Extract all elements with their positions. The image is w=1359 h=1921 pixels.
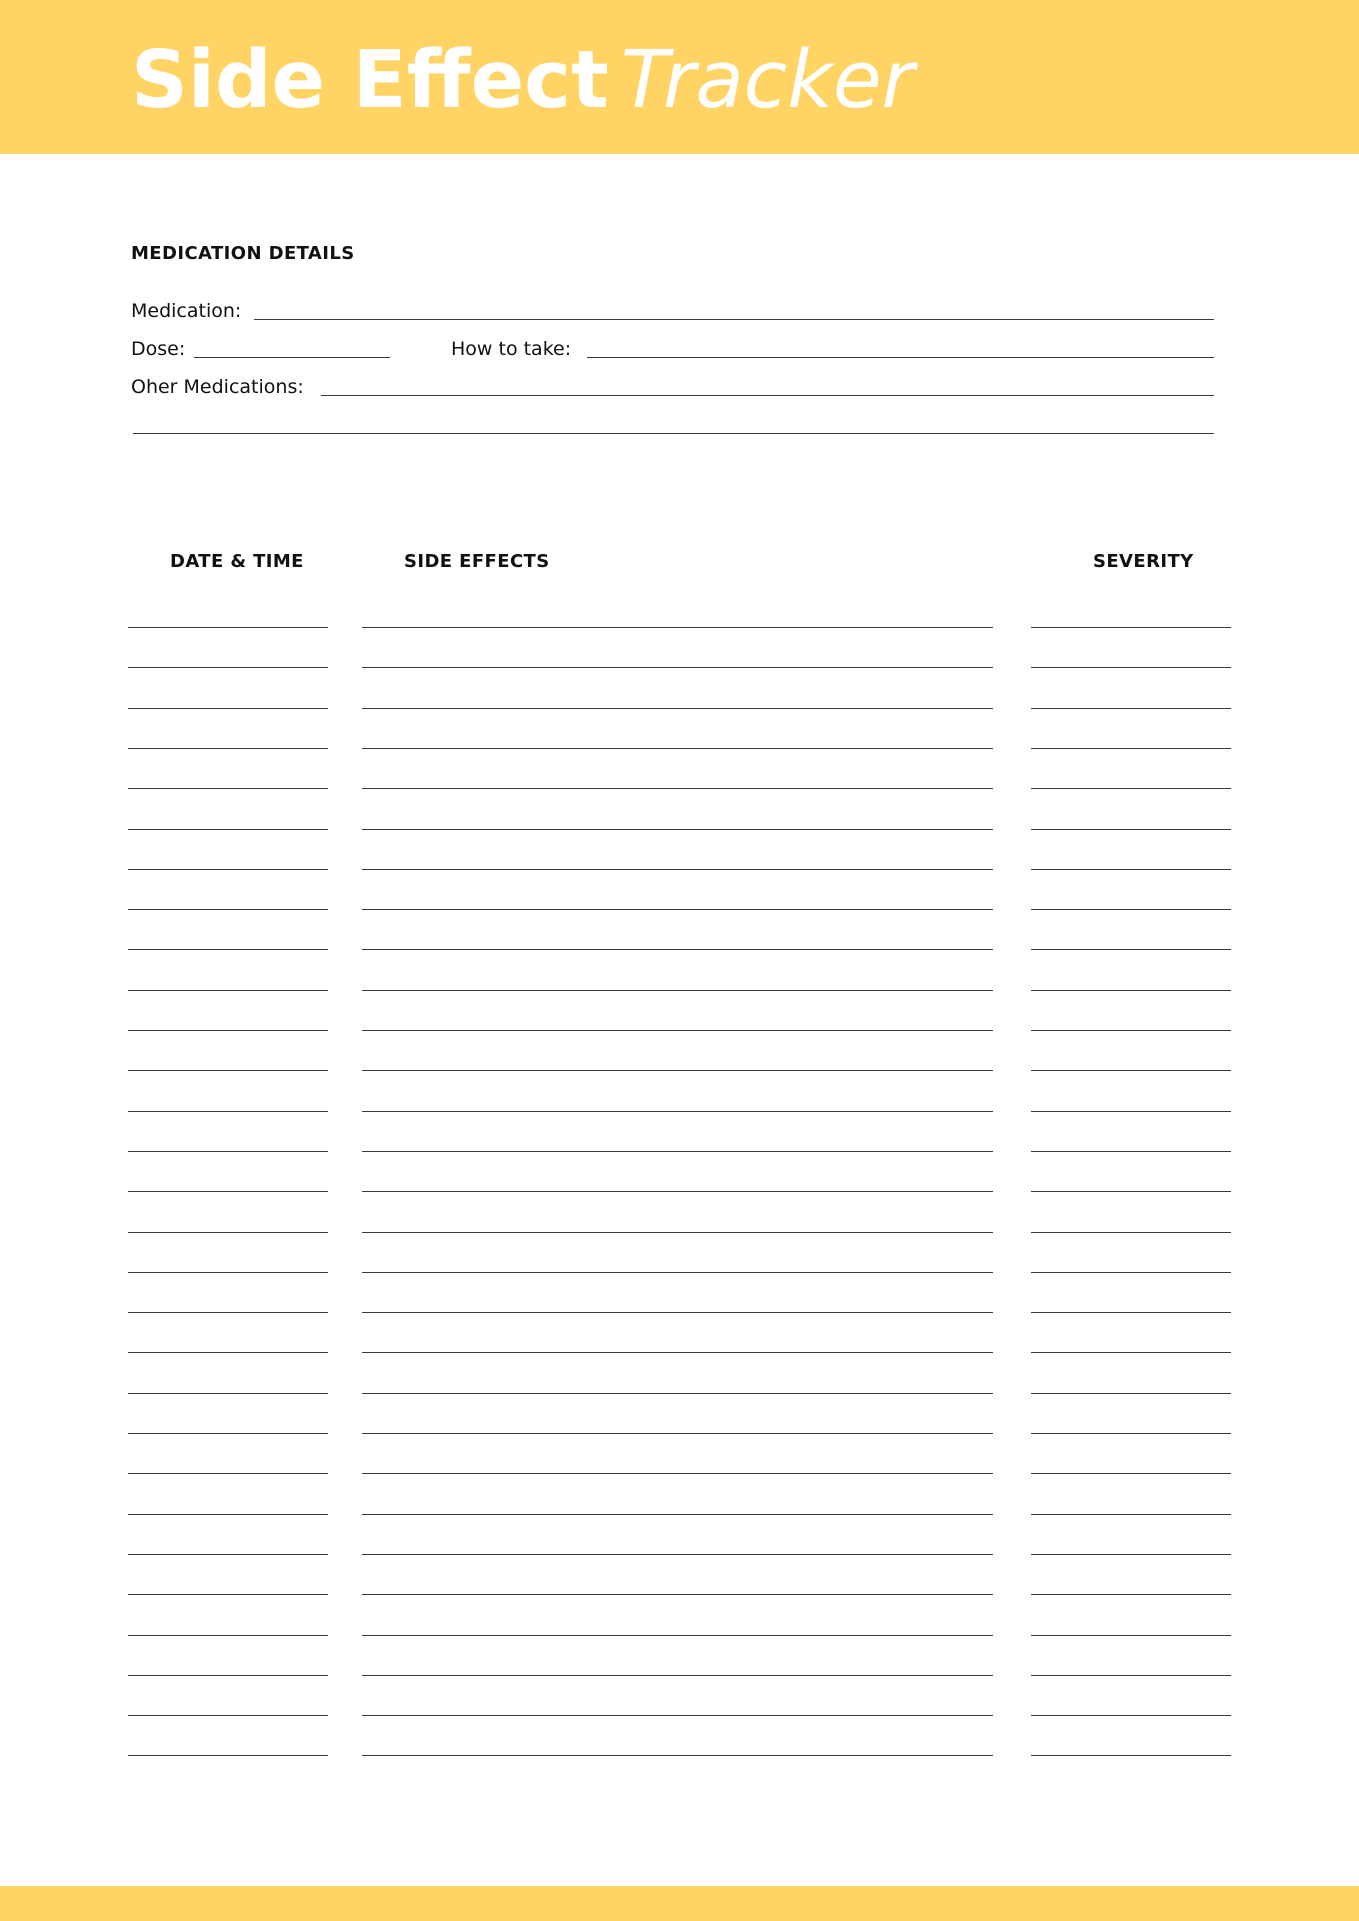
date-time-field[interactable] — [128, 695, 328, 709]
date-time-field[interactable] — [128, 1259, 328, 1273]
side-effects-field[interactable] — [362, 896, 993, 910]
dose-field[interactable] — [194, 344, 390, 358]
date-time-field[interactable] — [128, 1541, 328, 1555]
severity-field[interactable] — [1031, 1742, 1231, 1756]
severity-field[interactable] — [1031, 1622, 1231, 1636]
side-effects-field[interactable] — [362, 816, 993, 830]
title-bold-text: Side Effect — [131, 34, 609, 126]
side-effects-field[interactable] — [362, 1178, 993, 1192]
severity-field[interactable] — [1031, 1662, 1231, 1676]
dose-label: Dose: — [131, 338, 186, 360]
date-time-field[interactable] — [128, 1138, 328, 1152]
side-effects-field[interactable] — [362, 1299, 993, 1313]
side-effects-field[interactable] — [362, 1460, 993, 1474]
severity-field[interactable] — [1031, 1017, 1231, 1031]
date-time-field[interactable] — [128, 1219, 328, 1233]
date-time-field[interactable] — [128, 1501, 328, 1515]
severity-field[interactable] — [1031, 856, 1231, 870]
date-time-field[interactable] — [128, 1057, 328, 1071]
severity-field[interactable] — [1031, 1460, 1231, 1474]
other-medications-field[interactable] — [321, 382, 1214, 396]
severity-field[interactable] — [1031, 816, 1231, 830]
side-effects-field[interactable] — [362, 1541, 993, 1555]
date-time-field[interactable] — [128, 1622, 328, 1636]
side-effects-field[interactable] — [362, 614, 993, 628]
severity-field[interactable] — [1031, 614, 1231, 628]
date-time-field[interactable] — [128, 1339, 328, 1353]
medication-details-heading: MEDICATION DETAILS — [131, 243, 355, 264]
side-effects-field[interactable] — [362, 936, 993, 950]
date-time-field[interactable] — [128, 1702, 328, 1716]
side-effects-field[interactable] — [362, 775, 993, 789]
side-effects-field[interactable] — [362, 1742, 993, 1756]
column-header-date-time: DATE & TIME — [170, 551, 304, 572]
severity-field[interactable] — [1031, 1219, 1231, 1233]
severity-field[interactable] — [1031, 1420, 1231, 1434]
column-header-side-effects: SIDE EFFECTS — [404, 551, 550, 572]
severity-field[interactable] — [1031, 695, 1231, 709]
medication-field[interactable] — [254, 306, 1214, 320]
side-effects-field[interactable] — [362, 1380, 993, 1394]
side-effects-field[interactable] — [362, 1420, 993, 1434]
severity-field[interactable] — [1031, 775, 1231, 789]
side-effects-field[interactable] — [362, 1138, 993, 1152]
side-effects-field[interactable] — [362, 1017, 993, 1031]
severity-field[interactable] — [1031, 1098, 1231, 1112]
side-effects-field[interactable] — [362, 856, 993, 870]
date-time-field[interactable] — [128, 1098, 328, 1112]
date-time-field[interactable] — [128, 1662, 328, 1676]
medication-label: Medication: — [131, 300, 242, 322]
date-time-field[interactable] — [128, 896, 328, 910]
severity-field[interactable] — [1031, 1581, 1231, 1595]
severity-field[interactable] — [1031, 1702, 1231, 1716]
side-effects-field[interactable] — [362, 1662, 993, 1676]
severity-field[interactable] — [1031, 1057, 1231, 1071]
side-effects-field[interactable] — [362, 735, 993, 749]
date-time-field[interactable] — [128, 1299, 328, 1313]
side-effects-field[interactable] — [362, 1098, 993, 1112]
side-effects-field[interactable] — [362, 1581, 993, 1595]
side-effects-field[interactable] — [362, 1702, 993, 1716]
other-medications-label: Oher Medications: — [131, 376, 304, 398]
side-effects-field[interactable] — [362, 1057, 993, 1071]
side-effects-field[interactable] — [362, 1339, 993, 1353]
how-to-take-label: How to take: — [451, 338, 572, 360]
severity-field[interactable] — [1031, 1259, 1231, 1273]
severity-field[interactable] — [1031, 1178, 1231, 1192]
date-time-field[interactable] — [128, 936, 328, 950]
date-time-field[interactable] — [128, 1017, 328, 1031]
date-time-field[interactable] — [128, 614, 328, 628]
date-time-field[interactable] — [128, 735, 328, 749]
side-effects-field[interactable] — [362, 1219, 993, 1233]
severity-field[interactable] — [1031, 1501, 1231, 1515]
date-time-field[interactable] — [128, 856, 328, 870]
severity-field[interactable] — [1031, 1380, 1231, 1394]
side-effects-field[interactable] — [362, 1501, 993, 1515]
side-effects-field[interactable] — [362, 1259, 993, 1273]
side-effects-field[interactable] — [362, 654, 993, 668]
other-medications-continuation-field[interactable] — [133, 420, 1214, 434]
side-effects-field[interactable] — [362, 695, 993, 709]
date-time-field[interactable] — [128, 1380, 328, 1394]
header-banner — [0, 0, 1359, 154]
date-time-field[interactable] — [128, 654, 328, 668]
severity-field[interactable] — [1031, 1541, 1231, 1555]
side-effects-field[interactable] — [362, 977, 993, 991]
severity-field[interactable] — [1031, 735, 1231, 749]
severity-field[interactable] — [1031, 936, 1231, 950]
date-time-field[interactable] — [128, 1178, 328, 1192]
date-time-field[interactable] — [128, 775, 328, 789]
date-time-field[interactable] — [128, 977, 328, 991]
column-header-severity: SEVERITY — [1093, 551, 1194, 572]
severity-field[interactable] — [1031, 1138, 1231, 1152]
severity-field[interactable] — [1031, 1339, 1231, 1353]
date-time-field[interactable] — [128, 816, 328, 830]
date-time-field[interactable] — [128, 1460, 328, 1474]
side-effects-field[interactable] — [362, 1622, 993, 1636]
date-time-field[interactable] — [128, 1581, 328, 1595]
page-title — [131, 30, 914, 130]
footer-band — [0, 1886, 1359, 1921]
severity-field[interactable] — [1031, 654, 1231, 668]
severity-field[interactable] — [1031, 1299, 1231, 1313]
how-to-take-field[interactable] — [587, 344, 1214, 358]
severity-field[interactable] — [1031, 977, 1231, 991]
severity-field[interactable] — [1031, 896, 1231, 910]
date-time-field[interactable] — [128, 1420, 328, 1434]
date-time-field[interactable] — [128, 1742, 328, 1756]
title-italic-text: Tracker — [620, 34, 915, 126]
